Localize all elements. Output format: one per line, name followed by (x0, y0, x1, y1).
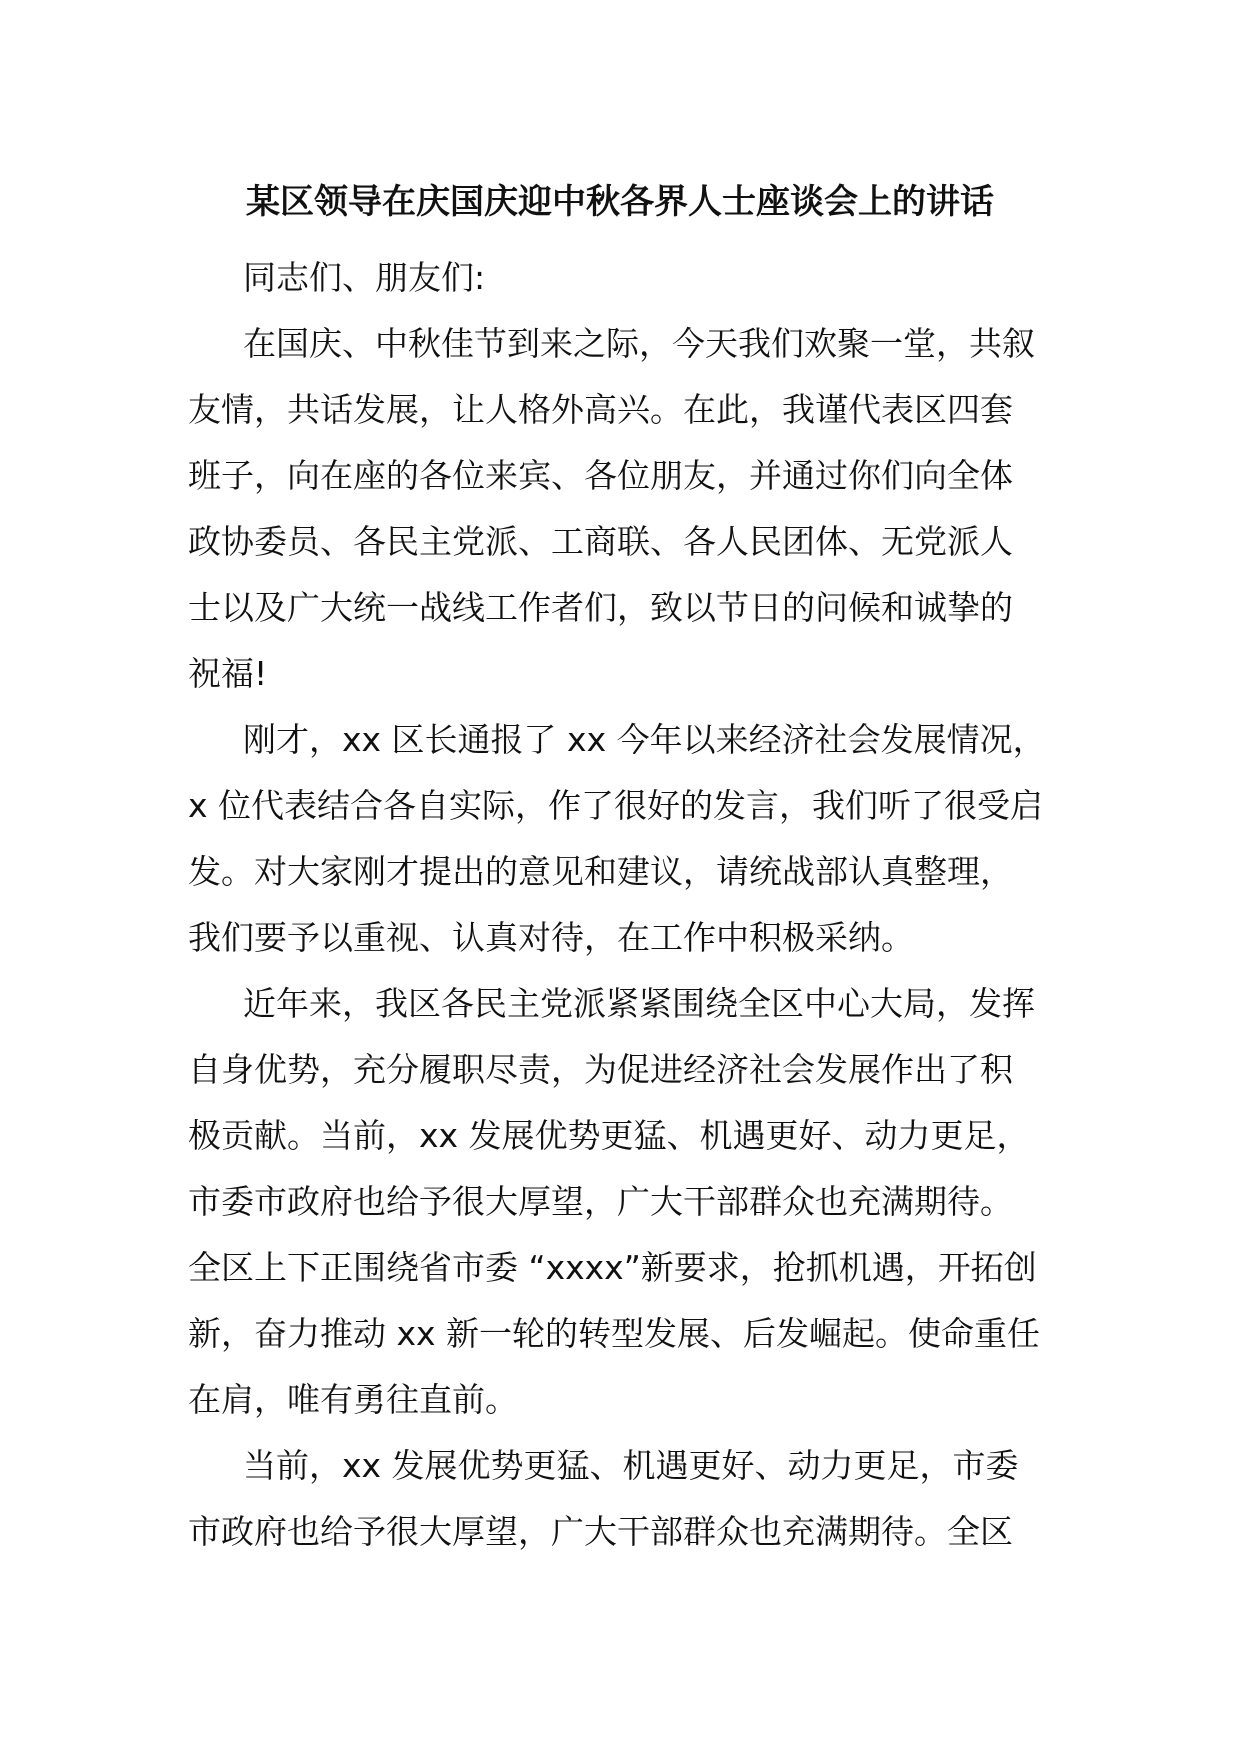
paragraph-3-line-7: 在肩，唯有勇往直前。 (188, 1380, 518, 1419)
paragraph-2-line-3: 发。对大家刚才提出的意见和建议，请统战部认真整理， (188, 852, 1013, 891)
paragraph-3-line-1: 近年来，我区各民主党派紧紧围绕全区中心大局，发挥 (243, 984, 1035, 1023)
paragraph-1-line-4: 政协委员、各民主党派、工商联、各人民团体、无党派人 (188, 522, 1013, 561)
paragraph-3-line-4: 市委市政府也给予很大厚望，广大干部群众也充满期待。 (188, 1182, 1013, 1221)
paragraph-2-line-4: 我们要予以重视、认真对待，在工作中积极采纳。 (188, 918, 914, 957)
paragraph-3-line-3: 极贡献。当前，xx 发展优势更猛、机遇更好、动力更足， (188, 1116, 1030, 1155)
paragraph-3-line-6: 新，奋力推动 xx 新一轮的转型发展、后发崛起。使命重任 (188, 1314, 1041, 1353)
paragraph-1-line-2: 友情，共话发展，让人格外高兴。在此，我谨代表区四套 (188, 390, 1013, 429)
paragraph-1-line-3: 班子，向在座的各位来宾、各位朋友，并通过你们向全体 (188, 456, 1013, 495)
salutation-line: 同志们、朋友们: (243, 258, 486, 297)
paragraph-1-line-5: 士以及广大统一战线工作者们，致以节日的问候和诚挚的 (188, 588, 1013, 627)
paragraph-3-line-2: 自身优势，充分履职尽责，为促进经济社会发展作出了积 (188, 1050, 1013, 1089)
paragraph-2-line-2: x 位代表结合各自实际，作了很好的发言，我们听了很受启 (188, 786, 1044, 825)
document-title: 某区领导在庆国庆迎中秋各界人士座谈会上的讲话 (246, 182, 994, 222)
paragraph-1-line-6: 祝福! (188, 654, 268, 693)
document-body (188, 245, 1058, 1565)
paragraph-2-line-1: 刚才，xx 区长通报了 xx 今年以来经济社会发展情况， (243, 720, 1046, 759)
paragraph-4-line-1: 当前，xx 发展优势更猛、机遇更好、动力更足，市委 (243, 1446, 1019, 1485)
paragraph-4-line-2: 市政府也给予很大厚望，广大干部群众也充满期待。全区 (188, 1512, 1013, 1551)
paragraph-1-line-1: 在国庆、中秋佳节到来之际，今天我们欢聚一堂，共叙 (243, 324, 1035, 363)
paragraph-3-line-5: 全区上下正围绕省市委 “xxxx”新要求，抢抓机遇，开拓创 (188, 1248, 1037, 1287)
